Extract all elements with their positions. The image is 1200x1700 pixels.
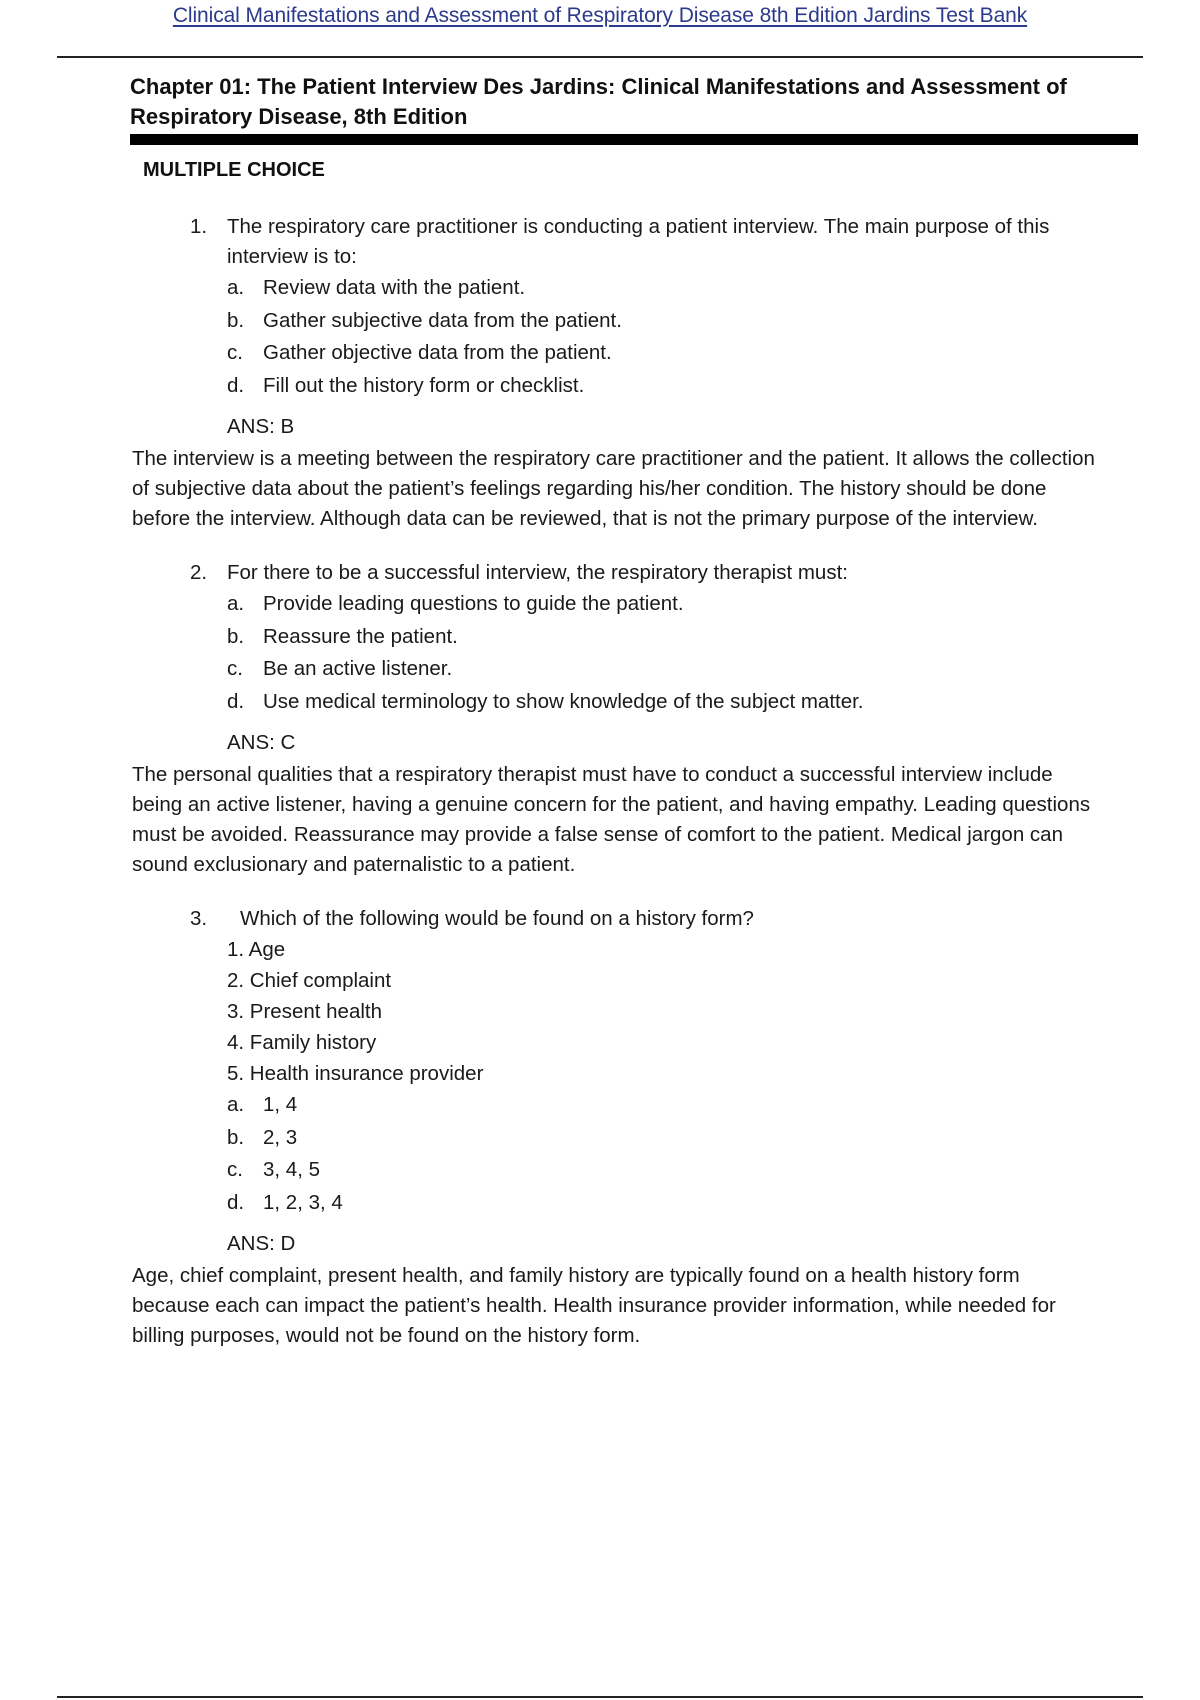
option-text: 2, 3 [263, 1125, 298, 1149]
option-letter: d. [227, 689, 245, 713]
question-text: The respiratory care practitioner is conducting a patient interview. The main purpose of this interview is to: [227, 215, 1050, 268]
option-text: Use medical terminology to show knowledge of the subject matter. [263, 689, 864, 713]
option-list [227, 272, 1090, 402]
answer-key: ANS: D [227, 1232, 296, 1255]
option-letter: a. [227, 276, 245, 299]
option-text: Gather subjective data from the patient. [263, 308, 622, 332]
header-title-link[interactable]: Clinical Manifestations and Assessment of Respiratory Disease 8th Edition Jardins Test Bank [172, 4, 1028, 27]
list-item: 4. Family history [227, 1031, 377, 1054]
answer-key: ANS: B [227, 415, 295, 438]
option-d [227, 686, 1090, 719]
answer-key: ANS: C [227, 731, 296, 754]
question-3 [190, 904, 1090, 1259]
option-c [227, 653, 1090, 686]
top-divider [57, 56, 1143, 58]
option-b [227, 621, 1090, 654]
option-text: Fill out the history form or checklist. [263, 373, 585, 397]
rationale: The personal qualities that a respiratory therapist must have to conduct a successful interview include being an active listener, having a genuine concern for the patient, and having empathy. Leading questions must be avoided. Reassurance may provide a false sense of comfort to the patient. Medical jargon can sound exclusionary and paternalistic to a patient. [132, 763, 1091, 876]
option-d [227, 370, 1090, 403]
question-number: 3. [190, 907, 208, 930]
option-letter: a. [227, 1093, 245, 1116]
title-divider [130, 134, 1138, 145]
option-letter: c. [227, 1158, 243, 1181]
section-heading: MULTIPLE CHOICE [143, 159, 325, 181]
option-b [227, 1122, 1090, 1155]
option-letter: d. [227, 1190, 245, 1214]
rationale: The interview is a meeting between the respiratory care practitioner and the patient. It allows the collection of subjective data about the patient’s feelings regarding his/her condition. The history should be done before the interview. Although data can be reviewed, that is not the primary purpose of the interview. [132, 447, 1095, 530]
option-a [227, 588, 1090, 621]
option-letter: c. [227, 341, 243, 364]
rationale: Age, chief complaint, present health, and family history are typically found on a health history form because each can impact the patient’s health. Health insurance provider information, while needed for billing purposes, would not be found on the history form. [132, 1264, 1056, 1347]
question-text: For there to be a successful interview, the respiratory therapist must: [227, 561, 848, 584]
option-letter: d. [227, 373, 245, 397]
question-number: 1. [190, 215, 208, 238]
option-text: Gather objective data from the patient. [263, 341, 612, 364]
option-letter: b. [227, 1125, 245, 1149]
list-item: 2. Chief complaint [227, 969, 392, 992]
list-item: 5. Health insurance provider [227, 1062, 484, 1085]
question-number: 2. [190, 561, 208, 584]
option-letter: a. [227, 592, 245, 615]
option-a [227, 1089, 1090, 1122]
option-text: 1, 4 [263, 1093, 298, 1116]
option-text: Reassure the patient. [263, 624, 458, 648]
bottom-divider [57, 1696, 1143, 1698]
questions-container [0, 212, 1200, 1351]
option-letter: c. [227, 657, 243, 680]
question-1 [190, 212, 1090, 442]
option-c [227, 337, 1090, 370]
question-2 [190, 558, 1090, 758]
option-text: 1, 2, 3, 4 [263, 1190, 343, 1214]
question-text: Which of the following would be found on a history form? [240, 907, 754, 930]
option-text: Review data with the patient. [263, 276, 526, 299]
option-letter: b. [227, 308, 245, 332]
option-d [227, 1187, 1090, 1220]
option-a [227, 272, 1090, 305]
option-b [227, 305, 1090, 338]
option-text: 3, 4, 5 [263, 1158, 320, 1181]
numbered-item-list [227, 934, 1090, 1089]
list-item: 1. Age [227, 938, 286, 961]
option-text: Be an active listener. [263, 657, 453, 680]
option-c [227, 1154, 1090, 1187]
option-list [227, 588, 1090, 718]
option-letter: b. [227, 624, 245, 648]
list-item: 3. Present health [227, 1000, 382, 1023]
option-text: Provide leading questions to guide the patient. [263, 592, 684, 615]
option-list [227, 1089, 1090, 1219]
chapter-title: Chapter 01: The Patient Interview Des Jardins: Clinical Manifestations and Assessment of Respiratory Disease, 8th Edition [130, 74, 1067, 129]
